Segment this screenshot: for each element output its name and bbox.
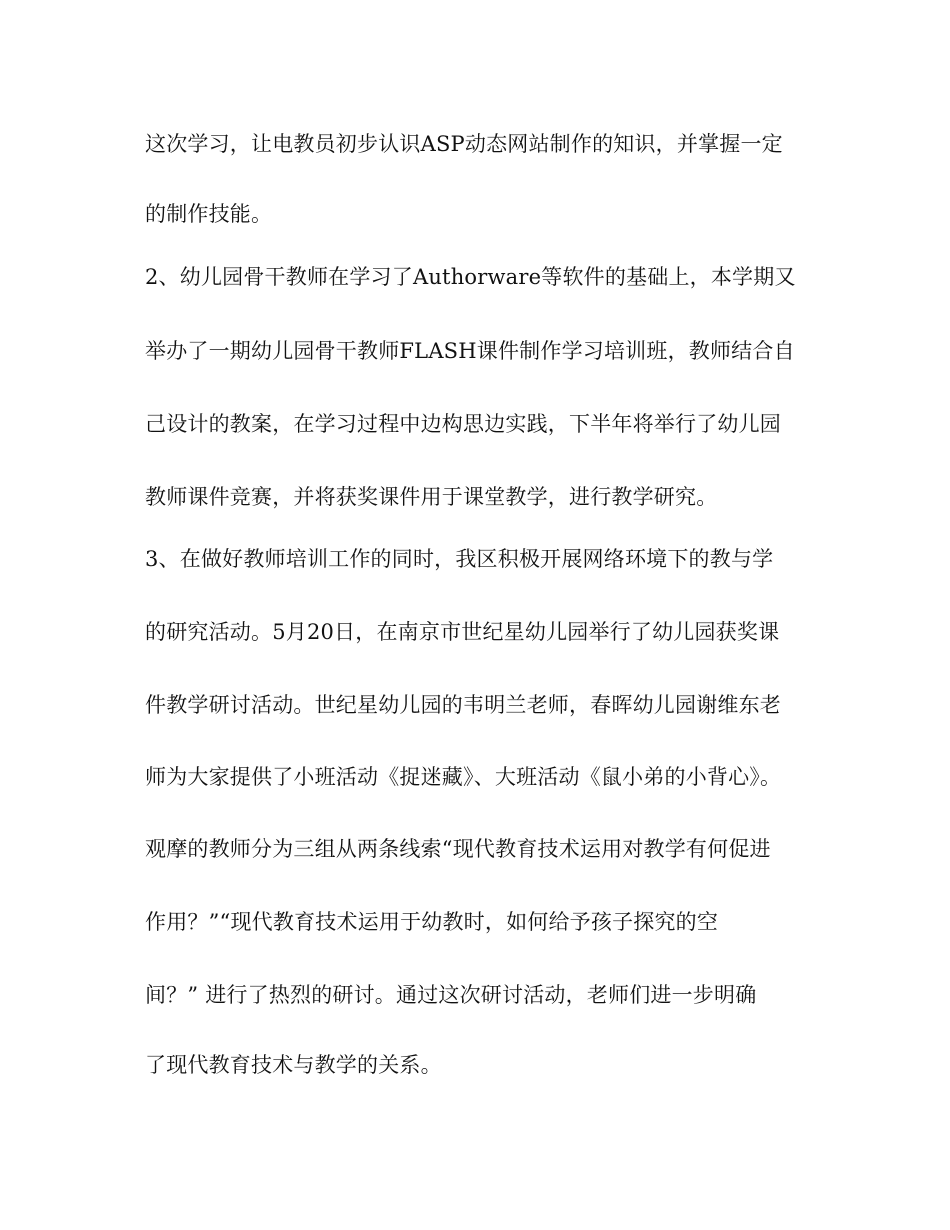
- text-line-11: 观摩的教师分为三组从两条线索“现代教育技术运用对教学有何促进: [145, 837, 771, 861]
- text-line-10: 师为大家提供了小班活动《捉迷藏》、大班活动《鼠小弟的小背心》。: [145, 765, 782, 789]
- text-line-9: 件教学研讨活动。世纪星幼儿园的韦明兰老师，春晖幼儿园谢维东老: [145, 693, 781, 717]
- text-line-4: 举办了一期幼儿园骨干教师FLASH课件制作学习培训班，教师结合自: [145, 339, 795, 363]
- text-line-5: 己设计的教案，在学习过程中边构思边实践，下半年将举行了幼儿园: [145, 412, 781, 436]
- text-line-7: 3、在做好教师培训工作的同时，我区积极开展网络环境下的教与学: [145, 547, 774, 571]
- text-line-14: 了现代教育技术与教学的关系。: [145, 1053, 442, 1077]
- text-line-13: 间？” 进行了热烈的研讨。通过这次研讨活动，老师们进一步明确: [145, 983, 757, 1007]
- text-line-2: 的制作技能。: [145, 202, 273, 226]
- text-line-6: 教师课件竞赛，并将获奖课件用于课堂教学，进行教学研究。: [145, 485, 718, 509]
- text-line-3: 2、幼儿园骨干教师在学习了Authorware等软件的基础上，本学期又: [145, 265, 796, 289]
- text-line-8: 的研究活动。5月20日，在南京市世纪星幼儿园举行了幼儿园获奖课: [145, 620, 780, 644]
- text-line-12: 作用？”“现代教育技术运用于幼教时，如何给予孩子探究的空: [145, 910, 719, 934]
- text-line-1: 这次学习，让电教员初步认识ASP动态网站制作的知识，并掌握一定: [145, 132, 783, 156]
